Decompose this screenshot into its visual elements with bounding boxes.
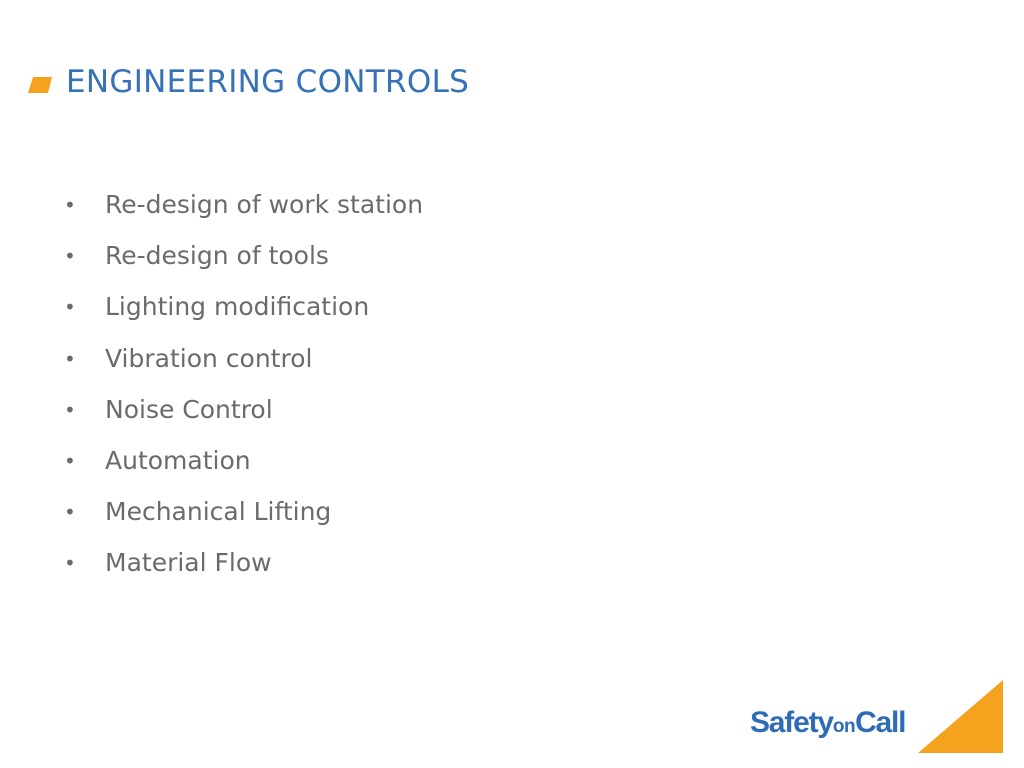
bullet-icon: • xyxy=(64,244,76,269)
bullet-text: Re-design of tools xyxy=(105,241,329,271)
bullet-text: Automation xyxy=(105,445,251,475)
logo-part-safety: Safety xyxy=(750,706,833,739)
bullet-text: Vibration control xyxy=(105,343,313,373)
safety-on-call-logo xyxy=(750,706,905,740)
bullet-text: Mechanical Lifting xyxy=(105,497,332,527)
bullet-icon: • xyxy=(64,193,76,217)
bullet-icon: • xyxy=(64,551,76,576)
bullet-icon: • xyxy=(64,346,76,371)
bullet-text: Re-design of work station xyxy=(105,190,424,219)
bullet-icon: • xyxy=(64,295,76,320)
corner-triangle-icon xyxy=(918,680,1003,753)
logo-part-call: Call xyxy=(855,706,906,739)
bullet-text: Material Flow xyxy=(105,548,272,578)
bullet-icon: • xyxy=(64,397,76,422)
bullet-text: Lighting modification xyxy=(105,292,370,322)
bullet-text: Noise Control xyxy=(105,394,273,424)
title-marker-icon xyxy=(28,77,52,93)
bullet-icon: • xyxy=(64,448,76,473)
slide-title: ENGINEERING CONTROLS xyxy=(66,64,470,100)
logo-part-on: on xyxy=(832,716,856,737)
bullet-icon: • xyxy=(64,500,76,525)
